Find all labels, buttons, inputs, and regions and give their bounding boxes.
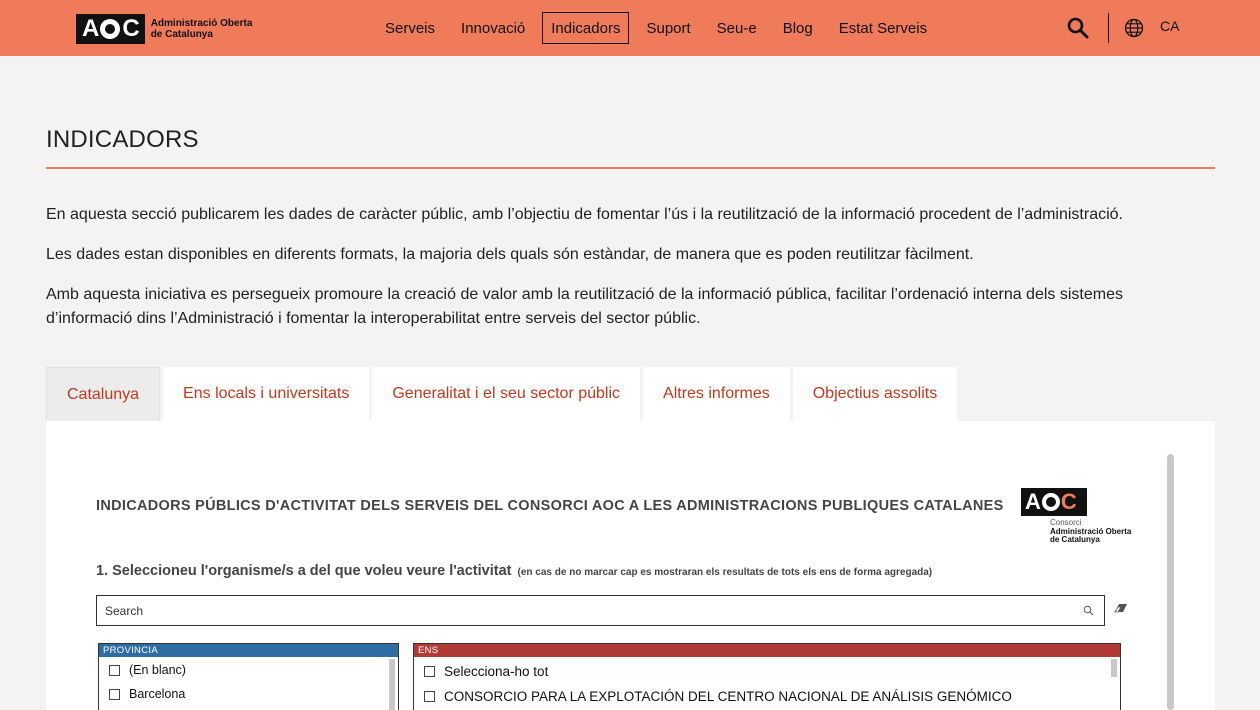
provincia-option-barcelona[interactable]: Barcelona — [109, 687, 185, 701]
page-title: INDICADORS — [46, 126, 199, 153]
language-selector[interactable]: CA — [1160, 18, 1180, 34]
provincia-slicer-header: PROVINCIA — [99, 644, 398, 657]
ens-slicer-header: ENS — [414, 644, 1120, 657]
intro-paragraph-1: En aquesta secció publicarem les dades de caràcter públic, amb l’objectiu de fomentar l’ús i la reutilització de la informació procedent de l’administració. — [46, 206, 1123, 223]
nav-item-innovacio[interactable]: Innovació — [461, 20, 526, 37]
report-search-input[interactable] — [105, 602, 1065, 620]
ens-scrollbar[interactable] — [1111, 659, 1117, 677]
intro-paragraph-2: Les dades estan disponibles en diferents formats, la majoria dels quals són estàndar, de manera que es poden reutilitzar fàcilment. — [46, 246, 974, 263]
aoc-logo[interactable] — [76, 14, 252, 44]
tab-ens-locals-universitats[interactable]: Ens locals i universitats — [163, 367, 369, 421]
indicator-tabs — [46, 367, 960, 421]
main-nav — [376, 12, 944, 44]
ens-option-select-all[interactable]: Selecciona-ho tot — [424, 664, 548, 679]
tab-generalitat-sector-public[interactable]: Generalitat i el seu sector públic — [372, 367, 640, 421]
globe-icon[interactable] — [1124, 18, 1144, 38]
provincia-scrollbar[interactable] — [389, 659, 395, 710]
nav-item-indicadors[interactable]: Indicadors — [542, 12, 629, 44]
nav-divider — [1108, 13, 1109, 43]
intro-paragraph-3: Amb aquesta iniciativa es persegueix promoure la creació de valor amb la reutilització de la informació pública, facilitar l’ordenació interna dels sistemes d’informació dins l’Administració i fomentar la interoperabilitat entre serveis del sector públic. — [46, 286, 1123, 327]
tab-objectius-assolits[interactable]: Objectius assolits — [793, 367, 958, 421]
report-title: INDICADORS PÚBLICS D'ACTIVITAT DELS SERVEIS DEL CONSORCI AOC A LES ADMINISTRACIONS PUBLIQUES CATALANES — [96, 498, 1004, 514]
report-search-box — [96, 595, 1105, 626]
search-icon[interactable] — [1083, 605, 1094, 616]
aoc-logo-text: Administració Oberta de Catalunya — [150, 18, 253, 40]
top-navigation-bar — [0, 0, 1260, 56]
ens-option-cnag[interactable]: CONSORCIO PARA LA EXPLOTACIÓN DEL CENTRO NACIONAL DE ANÁLISIS GENÓMICO — [424, 689, 1012, 704]
search-icon[interactable] — [1066, 16, 1090, 40]
nav-item-serveis[interactable]: Serveis — [385, 20, 436, 37]
checkbox[interactable] — [424, 691, 435, 702]
tab-altres-informes[interactable]: Altres informes — [643, 367, 790, 421]
provincia-option-en-blanc[interactable]: (En blanc) — [109, 663, 186, 677]
report-logo-mark: A C — [1021, 488, 1087, 516]
ens-slicer — [413, 643, 1121, 710]
checkbox[interactable] — [109, 689, 120, 700]
nav-item-estat-serveis[interactable]: Estat Serveis — [838, 20, 928, 37]
checkbox[interactable] — [109, 665, 120, 676]
tab-catalunya[interactable]: Catalunya — [46, 367, 160, 421]
nav-item-seu-e[interactable]: Seu-e — [716, 20, 757, 37]
step-1-label: 1. Seleccioneu l'organisme/s a del que voleu veure l'activitat (en cas de no marcar cap es mostraran els resultats de tots els ens de forma agregada) — [96, 563, 933, 579]
step-1-note: (en cas de no marcar cap es mostraran els resultats de tots els ens de forma agregada) — [517, 567, 933, 578]
aoc-logo-mark: A C — [76, 14, 145, 44]
eraser-icon[interactable] — [1114, 604, 1128, 614]
checkbox[interactable] — [424, 666, 435, 677]
report-scrollbar[interactable] — [1167, 454, 1174, 710]
title-divider — [46, 167, 1215, 169]
provincia-slicer — [98, 643, 399, 710]
nav-item-suport[interactable]: Suport — [646, 20, 691, 37]
report-logo-text: Consorci Administració Oberta de Catalunya — [1050, 518, 1132, 544]
report-aoc-logo — [1021, 488, 1141, 546]
nav-item-blog[interactable]: Blog — [782, 20, 813, 37]
